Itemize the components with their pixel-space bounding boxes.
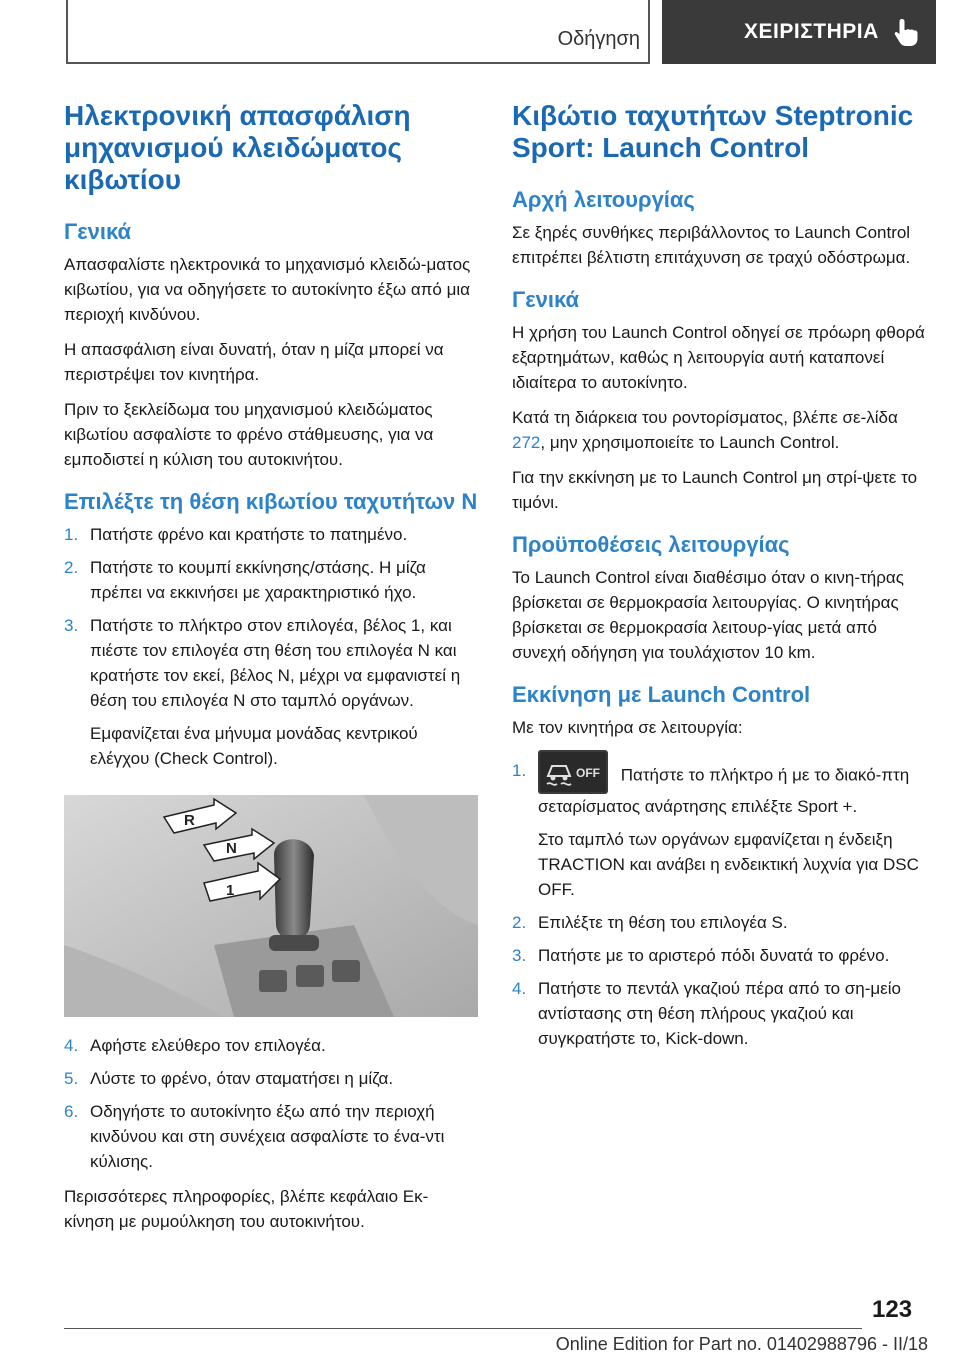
step-number: 2. — [512, 913, 527, 932]
list-item — [64, 613, 478, 771]
section-title-gear-unlock: Ηλεκτρονική απασφάλιση μηχανισμού κλειδώματος κιβωτίου — [64, 100, 411, 195]
paragraph-text: Κατά τη διάρκεια του ροντορίσματος, βλέπε σε-λίδα — [512, 408, 898, 427]
steps-list — [64, 522, 478, 771]
paragraph: Περισσότερες πληροφορίες, βλέπε κεφάλαιο Εκ-κίνηση με ρυμούλκηση του αυτοκινήτου. — [64, 1187, 429, 1231]
step-number: 2. — [64, 558, 79, 577]
step-number: 5. — [64, 1069, 79, 1088]
footer-edition: Online Edition for Part no. 01402988796 - II/18 — [555, 1334, 928, 1354]
step-text: Οδηγήστε το αυτοκίνητο έξω από την περιοχή κινδύνου και στη συνέχεια ασφαλίστε το ένα-ντι κύλισης. — [90, 1102, 445, 1171]
paragraph: Απασφαλίστε ηλεκτρονικά το μηχανισμό κλειδώ-ματος κιβωτίου, για να οδηγήσετε το αυτοκίνητο έξω από μια περιοχή κινδύνου. — [64, 255, 471, 324]
paragraph: Το Launch Control είναι διαθέσιμο όταν ο κινη-τήρας βρίσκεται σε θερμοκρασία λειτουργίας. Ο κινητήρας βρίσκεται σε θερμοκρασία λειτουρ-γίας μετά από συνεχή οδήγηση για τουλάχιστον 10 km. — [512, 568, 904, 662]
paragraph-text: , μην χρησιμοποιείτε το Launch Control. — [540, 433, 840, 452]
arrow-label-r: R — [184, 812, 195, 829]
list-item — [64, 522, 478, 547]
footer-rule — [64, 1328, 862, 1329]
step-number: 1. — [512, 761, 527, 780]
heading-select-n: Επιλέξτε τη θέση κιβωτίου ταχυτήτων N — [64, 489, 478, 514]
step-text: Πατήστε φρένο και κρατήστε το πατημένο. — [90, 525, 408, 544]
step-subtext: Εμφανίζεται ένα μήνυμα μονάδας κεντρικού ελέγχου (Check Control). — [90, 724, 418, 768]
page-number: 123 — [872, 1296, 913, 1323]
heading-prerequisites: Προϋποθέσεις λειτουργίας — [512, 532, 790, 557]
list-item — [64, 1033, 478, 1058]
page-link[interactable]: 272 — [512, 433, 541, 452]
step-number: 4. — [512, 979, 527, 998]
heading-principle: Αρχή λειτουργίας — [512, 187, 695, 212]
header-manual-tab[interactable] — [662, 0, 936, 64]
header-rule-left — [66, 0, 68, 64]
step-number: 6. — [64, 1102, 79, 1121]
list-item — [512, 976, 926, 1051]
step-number: 3. — [512, 946, 527, 965]
list-item — [512, 758, 926, 902]
paragraph: Με τον κινητήρα σε λειτουργία: — [512, 718, 743, 737]
right-column — [512, 100, 926, 1061]
step-number: 3. — [64, 616, 79, 635]
list-item — [64, 1099, 478, 1174]
steps-list — [64, 1033, 478, 1174]
arrow-label-n: N — [226, 840, 237, 857]
step-number: 4. — [64, 1036, 79, 1055]
heading-general: Γενικά — [512, 287, 580, 312]
step-text: Πατήστε με το αριστερό πόδι δυνατά το φρένο. — [538, 946, 890, 965]
heading-start-launch-control: Εκκίνηση με Launch Control — [512, 682, 811, 707]
header-manual-label: ΧΕΙΡΙΣΤΗΡΙΑ — [744, 20, 879, 43]
gear-selector-illustration — [64, 795, 478, 1017]
paragraph: Για την εκκίνηση με το Launch Control μη στρί-ψετε το τιμόνι. — [512, 468, 918, 512]
paragraph: Πριν το ξεκλείδωμα του μηχανισμού κλειδώματος κιβωτίου ασφαλίστε το φρένο στάθμευσης, για να εμποδιστεί η κύλιση του αυτοκινήτου. — [64, 400, 434, 469]
step-subtext: Στο ταμπλό των οργάνων εμφανίζεται η ένδειξη TRACTION και ανάβει η ενδεικτική λυχνία για DSC OFF. — [538, 830, 919, 899]
step-text: Πατήστε το πλήκτρο ή με το διακό-πτη σεταρίσματος ανάρτησης επιλέξτε Sport +. — [538, 765, 910, 816]
section-title-launch-control: Κιβώτιο ταχυτήτων Steptronic Sport: Launch Control — [512, 100, 914, 163]
paragraph — [512, 405, 926, 455]
left-column — [64, 100, 478, 1244]
step-text: Επιλέξτε τη θέση του επιλογέα S. — [538, 913, 788, 932]
paragraph: Η απασφάλιση είναι δυνατή, όταν η μίζα μπορεί να περιστρέψει τον κινητήρα. — [64, 340, 444, 384]
gear-selector-drawing — [64, 795, 478, 1017]
list-item — [64, 1066, 478, 1091]
heading-general: Γενικά — [64, 219, 132, 244]
step-text: Πατήστε το κουμπί εκκίνησης/στάσης. Η μίζα πρέπει να εκκινήσει με χαρακτηριστικό ήχο. — [90, 558, 426, 602]
step-text: Λύστε το φρένο, όταν σταματήσει η μίζα. — [90, 1069, 394, 1088]
paragraph: Σε ξηρές συνθήκες περιβάλλοντος το Launch Control επιτρέπει βέλτιστη επιτάχυνση σε τραχύ οδόστρωμα. — [512, 223, 911, 267]
header-section-title: Οδήγηση — [557, 28, 640, 50]
hand-pointer-icon — [893, 17, 919, 47]
header-rule-bottom — [66, 62, 650, 64]
dsc-off-button-icon — [538, 750, 608, 794]
list-item — [512, 910, 926, 935]
icon-off-text: OFF — [576, 766, 600, 780]
step-number: 1. — [64, 525, 79, 544]
step-text: Πατήστε το πεντάλ γκαζιού πέρα από το ση-μείο αντίστασης στη θέση πλήρους γκαζιού και συγκρατήστε το, Kick-down. — [538, 979, 901, 1048]
steps-list — [512, 758, 926, 1051]
paragraph: Η χρήση του Launch Control οδηγεί σε πρόωρη φθορά εξαρτημάτων, καθώς η λειτουργία αυτή καταπονεί ιδιαίτερα το αυτοκίνητο. — [512, 323, 925, 392]
arrow-label-1: 1 — [226, 882, 235, 899]
header-rule-right — [648, 0, 650, 64]
list-item — [64, 555, 478, 605]
step-text: Αφήστε ελεύθερο τον επιλογέα. — [90, 1036, 326, 1055]
list-item — [512, 943, 926, 968]
step-text: Πατήστε το πλήκτρο στον επιλογέα, βέλος 1, και πιέστε τον επιλογέα στη θέση του επιλογέα N και κρατήστε τον εκεί, βέλος N, μέχρι να εμφανιστεί η θέση του επιλογέα N στο ταμπλό οργάνων. — [90, 616, 461, 710]
